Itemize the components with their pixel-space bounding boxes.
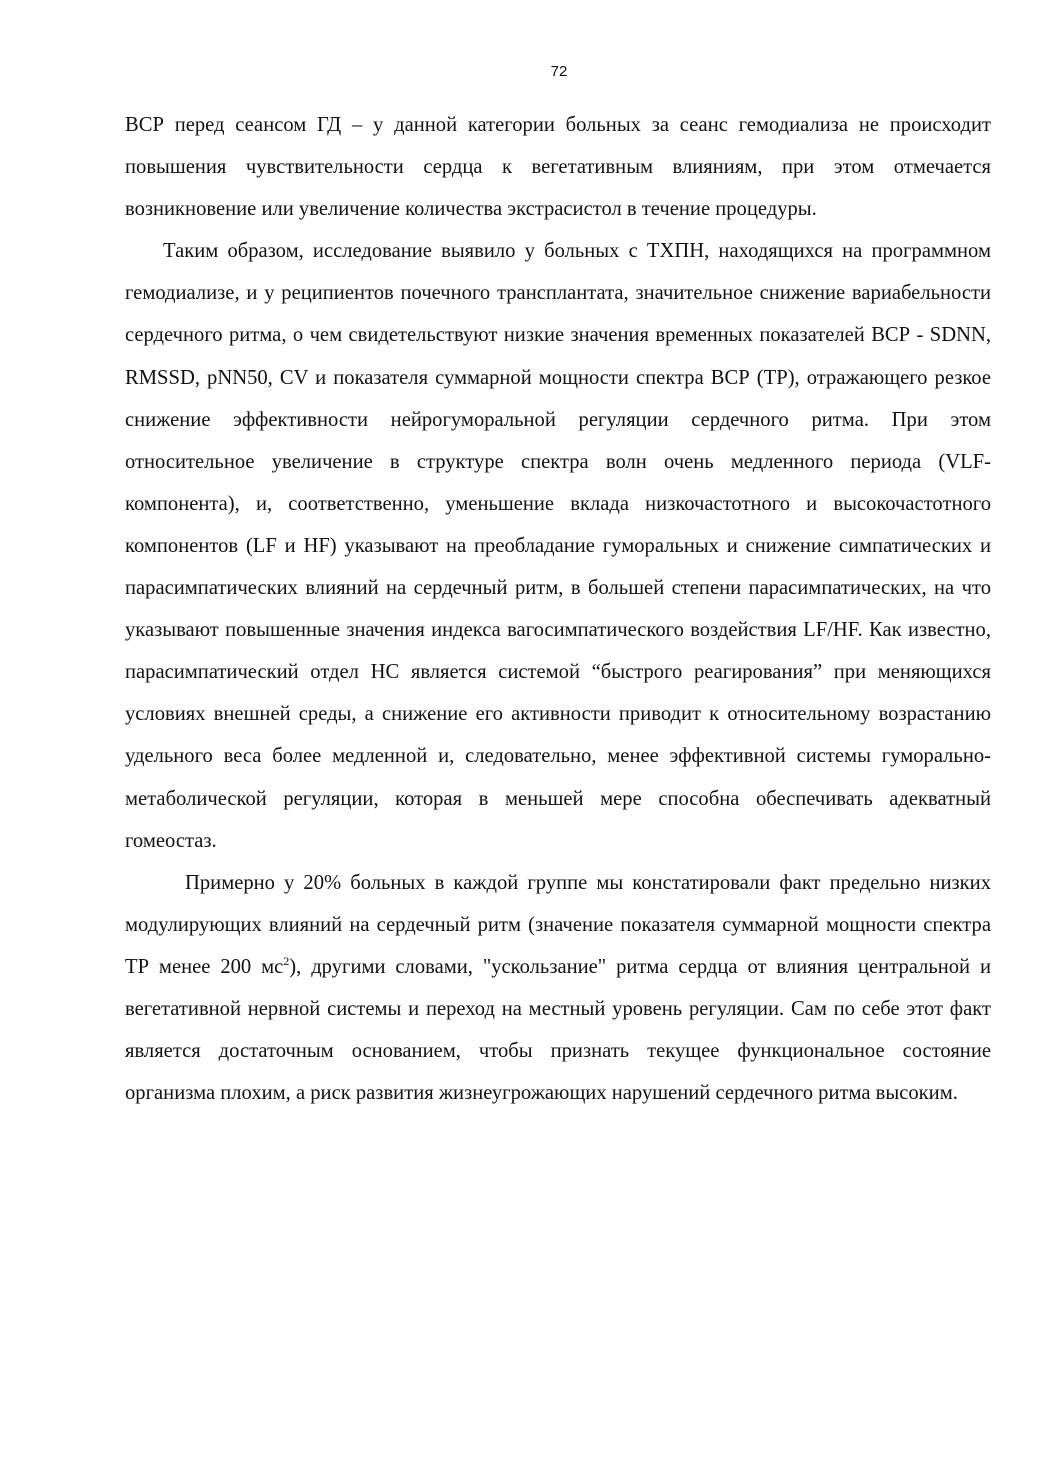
paragraph-3 — [125, 862, 991, 1115]
document-body — [125, 104, 991, 1114]
page-number: 72 — [550, 63, 568, 80]
paragraph-3-text-before-superscript: Примерно у 20% больных в каждой группе мы констатировали факт предельно низких модулирующих влияний на сердечный ритм (значение показателя суммарной мощности спектра ТР менее 200 мс — [125, 871, 991, 978]
paragraph-1: ВСР перед сеансом ГД – у данной категории больных за сеанс гемодиализа не происходит повышения чувствительности сердца к вегетативным влияниям, при этом отмечается возникновение или увеличение количества экстрасистол в течение процедуры. — [125, 114, 991, 221]
paragraph-3-text-after-superscript: ), другими словами, "ускользание" ритма сердца от влияния центральной и вегетативной нервной системы и переход на местный уровень регуляции. Сам по себе этот факт является достаточным основанием, чтобы признать текущее функциональное состояние организма плохим, а риск развития жизнеугрожающих нарушений сердечного ритма высоким. — [125, 955, 991, 1105]
superscript-exponent: 2 — [283, 953, 290, 968]
paragraph-2: Таким образом, исследование выявило у больных с ТХПН, находящихся на программном гемодиализе, и у реципиентов почечного трансплантата, значительное снижение вариабельности сердечного ритма, о чем свидетельствуют низкие значения временных показателей ВСР - SDNN, RMSSD, pNN50, CV и показателя суммарной мощности спектра ВСР (ТР), отражающего резкое снижение эффективности нейрогуморальной регуляции сердечного ритма. При этом относительное увеличение в структуре спектра волн очень медленного периода (VLF-компонента), и, соответственно, уменьшение вклада низкочастотного и высокочастотного компонентов (LF и HF) указывают на преобладание гуморальных и снижение симпатических и парасимпатических влияний на сердечный ритм, в большей степени парасимпатических, на что указывают повышенные значения индекса вагосимпатического воздействия LF/HF. Как известно, парасимпатический отдел НС является системой “быстрого реагирования” при меняющихся условиях внешней среды, а снижение его активности приводит к относительному возрастанию удельного веса более медленной и, следовательно, менее эффективной системы гуморально-метаболической регуляции, которая в меньшей мере способна обеспечивать адекватный гомеостаз. — [125, 240, 991, 852]
